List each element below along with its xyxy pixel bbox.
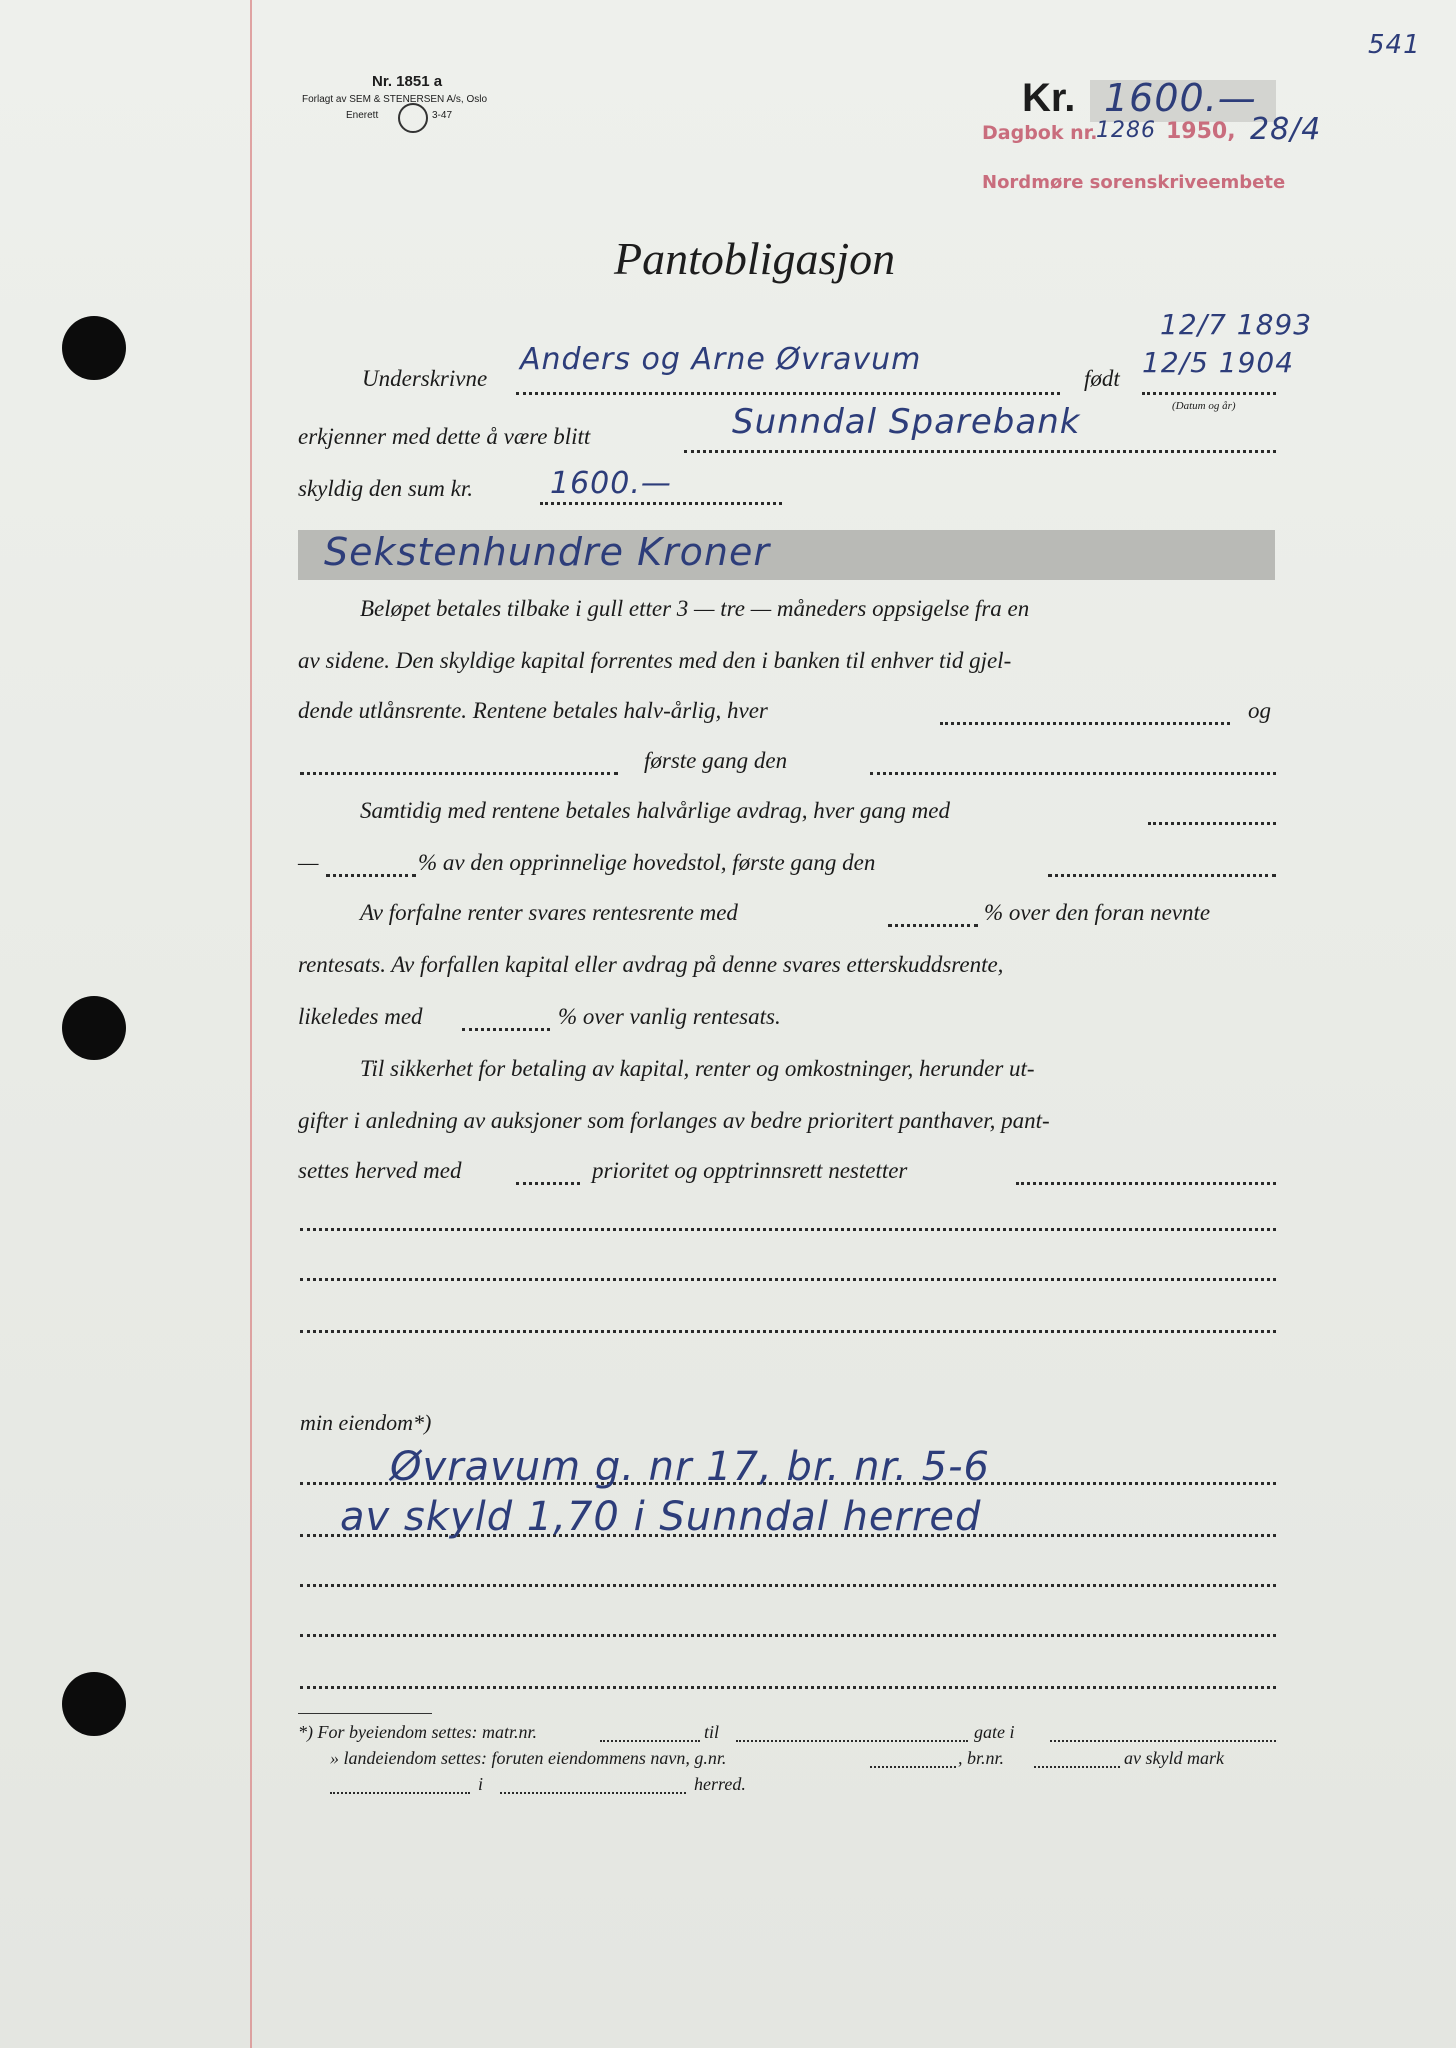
dotted-line <box>300 1278 1276 1281</box>
dotted-line <box>1034 1766 1120 1768</box>
dotted-line <box>300 1634 1276 1637</box>
dotted-line <box>300 1330 1276 1333</box>
fodt-value-2: 12/5 1904 <box>1142 346 1295 379</box>
body-line-3: dende utlånsrente. Rentene betales halv-årlig, hver <box>298 698 768 723</box>
dotted-line <box>326 874 416 877</box>
office-stamp: Nordmøre sorenskriveembete <box>982 172 1286 193</box>
publisher-logo <box>398 103 428 133</box>
body-line-4: første gang den <box>644 748 788 773</box>
punch-hole <box>62 996 126 1060</box>
body-line-12: settes herved med <box>298 1158 462 1183</box>
fodt-dotted-line <box>1142 392 1276 395</box>
footnote-line-2: » landeiendom settes: foruten eiendommens navn, g.nr. <box>330 1748 727 1768</box>
form-number: Nr. 1851 a <box>372 73 443 90</box>
dagbok-year: 1950, <box>1166 119 1236 144</box>
body-line-9-end: % over vanlig rentesats. <box>558 1004 781 1029</box>
creditor-dotted-line <box>684 450 1276 453</box>
document-title: Pantobligasjon <box>614 233 896 284</box>
dotted-line <box>736 1740 968 1742</box>
fodt-value-1: 12/7 1893 <box>1160 308 1313 341</box>
dotted-line <box>1016 1182 1276 1185</box>
fodt-label: født <box>1084 366 1120 391</box>
footnote-line-3-herred: herred. <box>694 1774 746 1794</box>
body-line-6: % av den opprinnelige hovedstol, første gang den <box>418 850 876 875</box>
body-line-7-end: % over den foran nevnte <box>984 900 1211 925</box>
body-line-6-dash: — <box>298 850 319 875</box>
property-line-1: Øvravum g. nr 17, br. nr. 5-6 <box>390 1444 990 1490</box>
dotted-line <box>300 1228 1276 1231</box>
underskrivne-value: Anders og Arne Øvravum <box>520 342 922 377</box>
underskrivne-label: Underskrivne <box>362 366 488 391</box>
dagbok-number: 1286 <box>1096 118 1156 143</box>
dotted-line <box>940 722 1230 725</box>
body-line-12-end: prioritet og opptrinnsrett nestetter <box>592 1158 908 1183</box>
punch-hole <box>62 1672 126 1736</box>
red-margin-line <box>250 0 252 2048</box>
body-line-7: Av forfalne renter svares rentesrente med <box>360 900 738 925</box>
body-line-2: av sidene. Den skyldige kapital forrentes med den i banken til enhver tid gjel- <box>298 648 1012 673</box>
dotted-line <box>1148 822 1276 825</box>
body-line-10: Til sikkerhet for betaling av kapital, renter og omkostninger, herunder ut- <box>360 1056 1035 1081</box>
min-eiendom-label: min eiendom*) <box>300 1410 432 1435</box>
dotted-line <box>462 1028 550 1031</box>
sum-value: 1600.— <box>550 466 672 501</box>
body-line-3-end: og <box>1248 698 1271 723</box>
dagbok-date: 28/4 <box>1250 112 1322 147</box>
property-line-2: av skyld 1,70 i Sunndal herred <box>340 1494 982 1540</box>
kr-amount: 1600.— <box>1104 76 1257 120</box>
footnote-line-1-gate: gate i <box>974 1722 1015 1742</box>
footnote-line-2-skyld: av skyld mark <box>1124 1748 1224 1768</box>
footnote-rule <box>298 1713 432 1714</box>
dotted-line <box>330 1792 470 1794</box>
footnote-line-3-i: i <box>478 1774 484 1794</box>
dotted-line <box>300 1584 1276 1587</box>
amount-words: Sekstenhundre Kroner <box>324 530 770 574</box>
body-line-11: gifter i anledning av auksjoner som forlanges av bedre prioritert panthaver, pant- <box>298 1108 1050 1133</box>
erkjenner-label: erkjenner med dette å være blitt <box>298 424 591 449</box>
page-number: 541 <box>1368 30 1421 60</box>
underskrivne-dotted-line <box>516 392 1060 395</box>
dotted-line <box>300 1686 1276 1689</box>
body-line-8: rentesats. Av forfallen kapital eller avdrag på denne svares etterskuddsrente, <box>298 952 1004 977</box>
dotted-line <box>1050 1740 1276 1742</box>
dotted-line <box>300 772 618 775</box>
footnote-line-1: *) For byeiendom settes: matr.nr. <box>298 1722 537 1742</box>
dotted-line <box>888 924 978 927</box>
dotted-line <box>600 1740 700 1742</box>
kr-label: Kr. <box>1022 76 1076 120</box>
body-line-1: Beløpet betales tilbake i gull etter 3 — tre — måneders oppsigelse fra en <box>360 596 1030 621</box>
footnote-line-1-til: til <box>704 1722 720 1742</box>
dotted-line <box>870 772 1276 775</box>
dotted-line <box>500 1792 686 1794</box>
body-line-9: likeledes med <box>298 1004 423 1029</box>
dagbok-label: Dagbok nr. <box>982 122 1098 144</box>
dotted-line <box>516 1182 580 1185</box>
dotted-line <box>1048 874 1276 877</box>
creditor-value: Sunndal Sparebank <box>732 402 1081 442</box>
body-line-5: Samtidig med rentene betales halvårlige avdrag, hver gang med <box>360 798 950 823</box>
publisher-date: 3-47 <box>432 110 453 121</box>
publisher-line: Forlagt av SEM & STENERSEN A/s, Oslo <box>302 94 488 105</box>
sum-dotted-line <box>540 502 782 505</box>
datum-label: (Datum og år) <box>1172 400 1236 412</box>
publisher-enerett: Enerett <box>346 110 379 121</box>
footnote-line-2-brnr: , br.nr. <box>958 1748 1005 1768</box>
dotted-line <box>870 1766 956 1768</box>
skyldig-label: skyldig den sum kr. <box>298 476 474 501</box>
punch-hole <box>62 316 126 380</box>
